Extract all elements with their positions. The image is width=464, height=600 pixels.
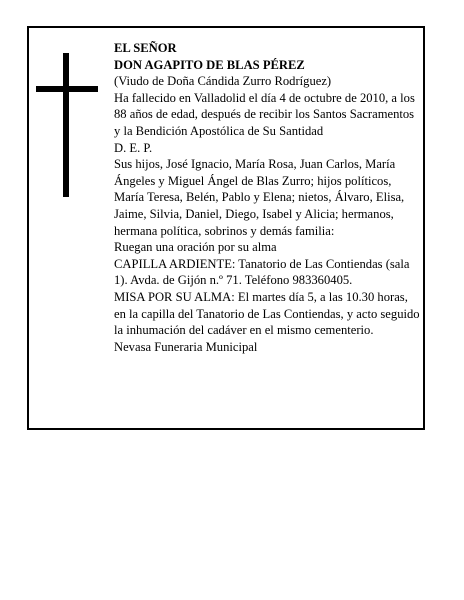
family-list: Sus hijos, José Ignacio, María Rosa, Juan Carlos, María Ángeles y Miguel Ángel de Blas Zurro; hijos políticos, María Teresa, Belén, Pablo y Elena; nietos, Álvaro, Elisa, Jaime, Silvia, Daniel, Diego, Isabel y Alicia; hermanos, hermana política, sobrinos y demás familia: <box>114 157 405 238</box>
honorific-title: EL SEÑOR <box>114 41 177 55</box>
obituary-text <box>114 40 420 355</box>
death-announcement: Ha fallecido en Valladolid el día 4 de octubre de 2010, a los 88 años de edad, después de recibir los Santos Sacramentos y la Bendición Apostólica de Su Santidad <box>114 90 415 138</box>
prayer-request: Ruegan una oración por su alma <box>114 240 277 255</box>
cross-vertical-bar <box>63 53 69 197</box>
rest-in-peace: D. E. P. <box>114 140 153 155</box>
mass-info: MISA POR SU ALMA: El martes día 5, a las 10.30 horas, en la capilla del Tanatorio de Las Contiendas, y acto seguido la inhumación del cadáver en el mismo cementerio. <box>114 289 420 338</box>
deceased-name: DON AGAPITO DE BLAS PÉREZ <box>114 57 305 72</box>
latin-cross-icon <box>36 53 98 197</box>
funeral-home: Nevasa Funeraria Municipal <box>114 339 258 354</box>
chapel-info: CAPILLA ARDIENTE: Tanatorio de Las Contiendas (sala 1). Avda. de Gijón n.º 71. Teléfono 983360405. <box>114 256 410 288</box>
widower-line: (Viudo de Doña Cándida Zurro Rodríguez) <box>114 74 332 89</box>
cross-horizontal-bar <box>36 86 98 92</box>
